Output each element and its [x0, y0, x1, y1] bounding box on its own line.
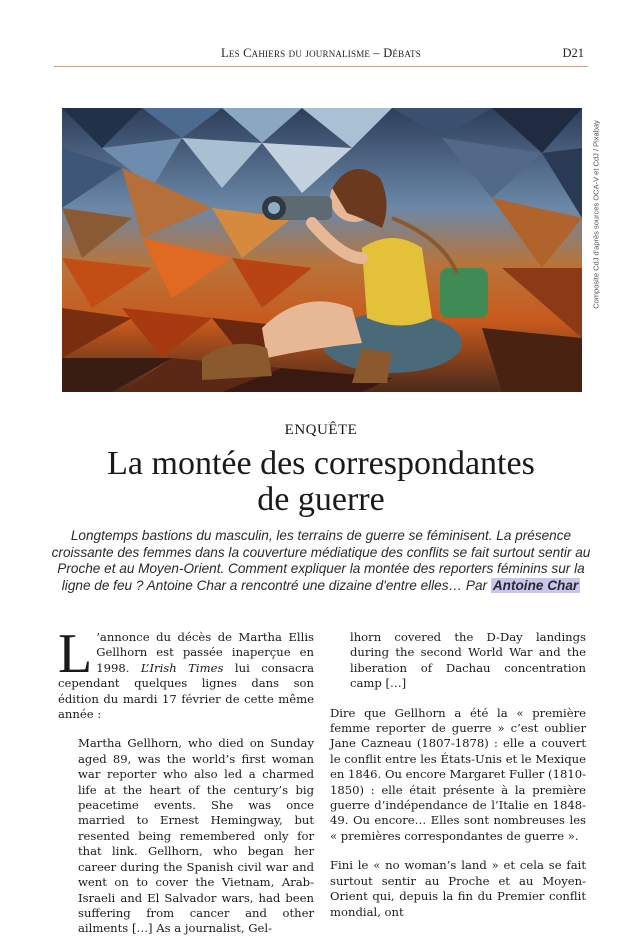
- intro-text-2: lui consacra cependant quelques lignes dans son édition du mardi 17 février de cette même année :: [58, 660, 314, 722]
- block-quote: Martha Gellhorn, who died on Sunday aged 89, was the world’s first woman war reporter who also led a charmed life at the heart of the century’s big peacetime events. She was once married to Ernest Hemingway, but resented being remembered only for that link. Gellhorn, who began her career during the Spanish civil war and went on to cover the Vietnam, Arab-Israeli and El Salvador wars, had been suffering from cancer and other ailments […] As a journalist, Gel-: [78, 736, 314, 936]
- journal-title: Les Cahiers du journalisme – Débats: [221, 46, 421, 60]
- headline: [40, 446, 602, 518]
- intro-paragraph: [58, 623, 314, 722]
- standfirst-text: Longtemps bastions du masculin, les terrains de guerre se féminisent. La présence croissante des femmes dans la couverture médiatique des conflits se fait surtout sentir au Proche et au Moyen-Orient. Comment expliquer la montée des reporters féminins sur la ligne de feu ? Antoine Char a rencontré une dizaine d'entre elles…: [51, 528, 591, 593]
- block-quote-continued: lhorn covered the D-Day landings during the second World War and the liberation of Dachau concentration camp […]: [350, 630, 586, 691]
- article-column-left: [58, 623, 314, 937]
- byline-author[interactable]: Antoine Char: [492, 577, 579, 593]
- headline-line-2: de guerre: [257, 481, 385, 518]
- body-paragraph-2: Dire que Gellhorn a été la « première femme reporter de guerre » c’est oublier Jane Cazneau (1807-1878) : elle a couvert le conflit entre les États-Unis et le Mexique en 1846. Ou encore Margaret Fuller (1810-1850) : elle était présente à la première guerre d’indépendance de l’Italie en 1848-49. Ou encore… Elles sont nombreuses les « premières correspondantes de guerre ».: [330, 705, 586, 843]
- header-rule: [54, 66, 588, 67]
- publication-name: L’Irish Times: [140, 660, 224, 675]
- intro-text-1: ’annonce du décès de Martha Ellis Gellhorn est passée inaperçue en 1998.: [96, 630, 314, 675]
- drop-cap: L: [58, 623, 93, 685]
- byline-prefix: Par: [465, 577, 488, 593]
- page-number: D21: [562, 46, 584, 60]
- photographer-illustration: [62, 108, 582, 392]
- running-header: [54, 44, 588, 66]
- headline-line-1: La montée des correspondantes: [107, 445, 535, 482]
- section-kicker: ENQUÊTE: [284, 422, 358, 438]
- body-paragraph-3: Fini le « no woman’s land » et cela se fait surtout sentir au Proche et au Moyen-Orient qui, depuis la fin du Premier conflit mondial, ont: [330, 858, 586, 919]
- article-column-right: [330, 630, 586, 920]
- hero-illustration: [62, 108, 582, 392]
- image-credit: Composite CdJ d'après sources OCA-V et CdJ / Pixabay: [591, 120, 601, 309]
- standfirst: [48, 528, 594, 594]
